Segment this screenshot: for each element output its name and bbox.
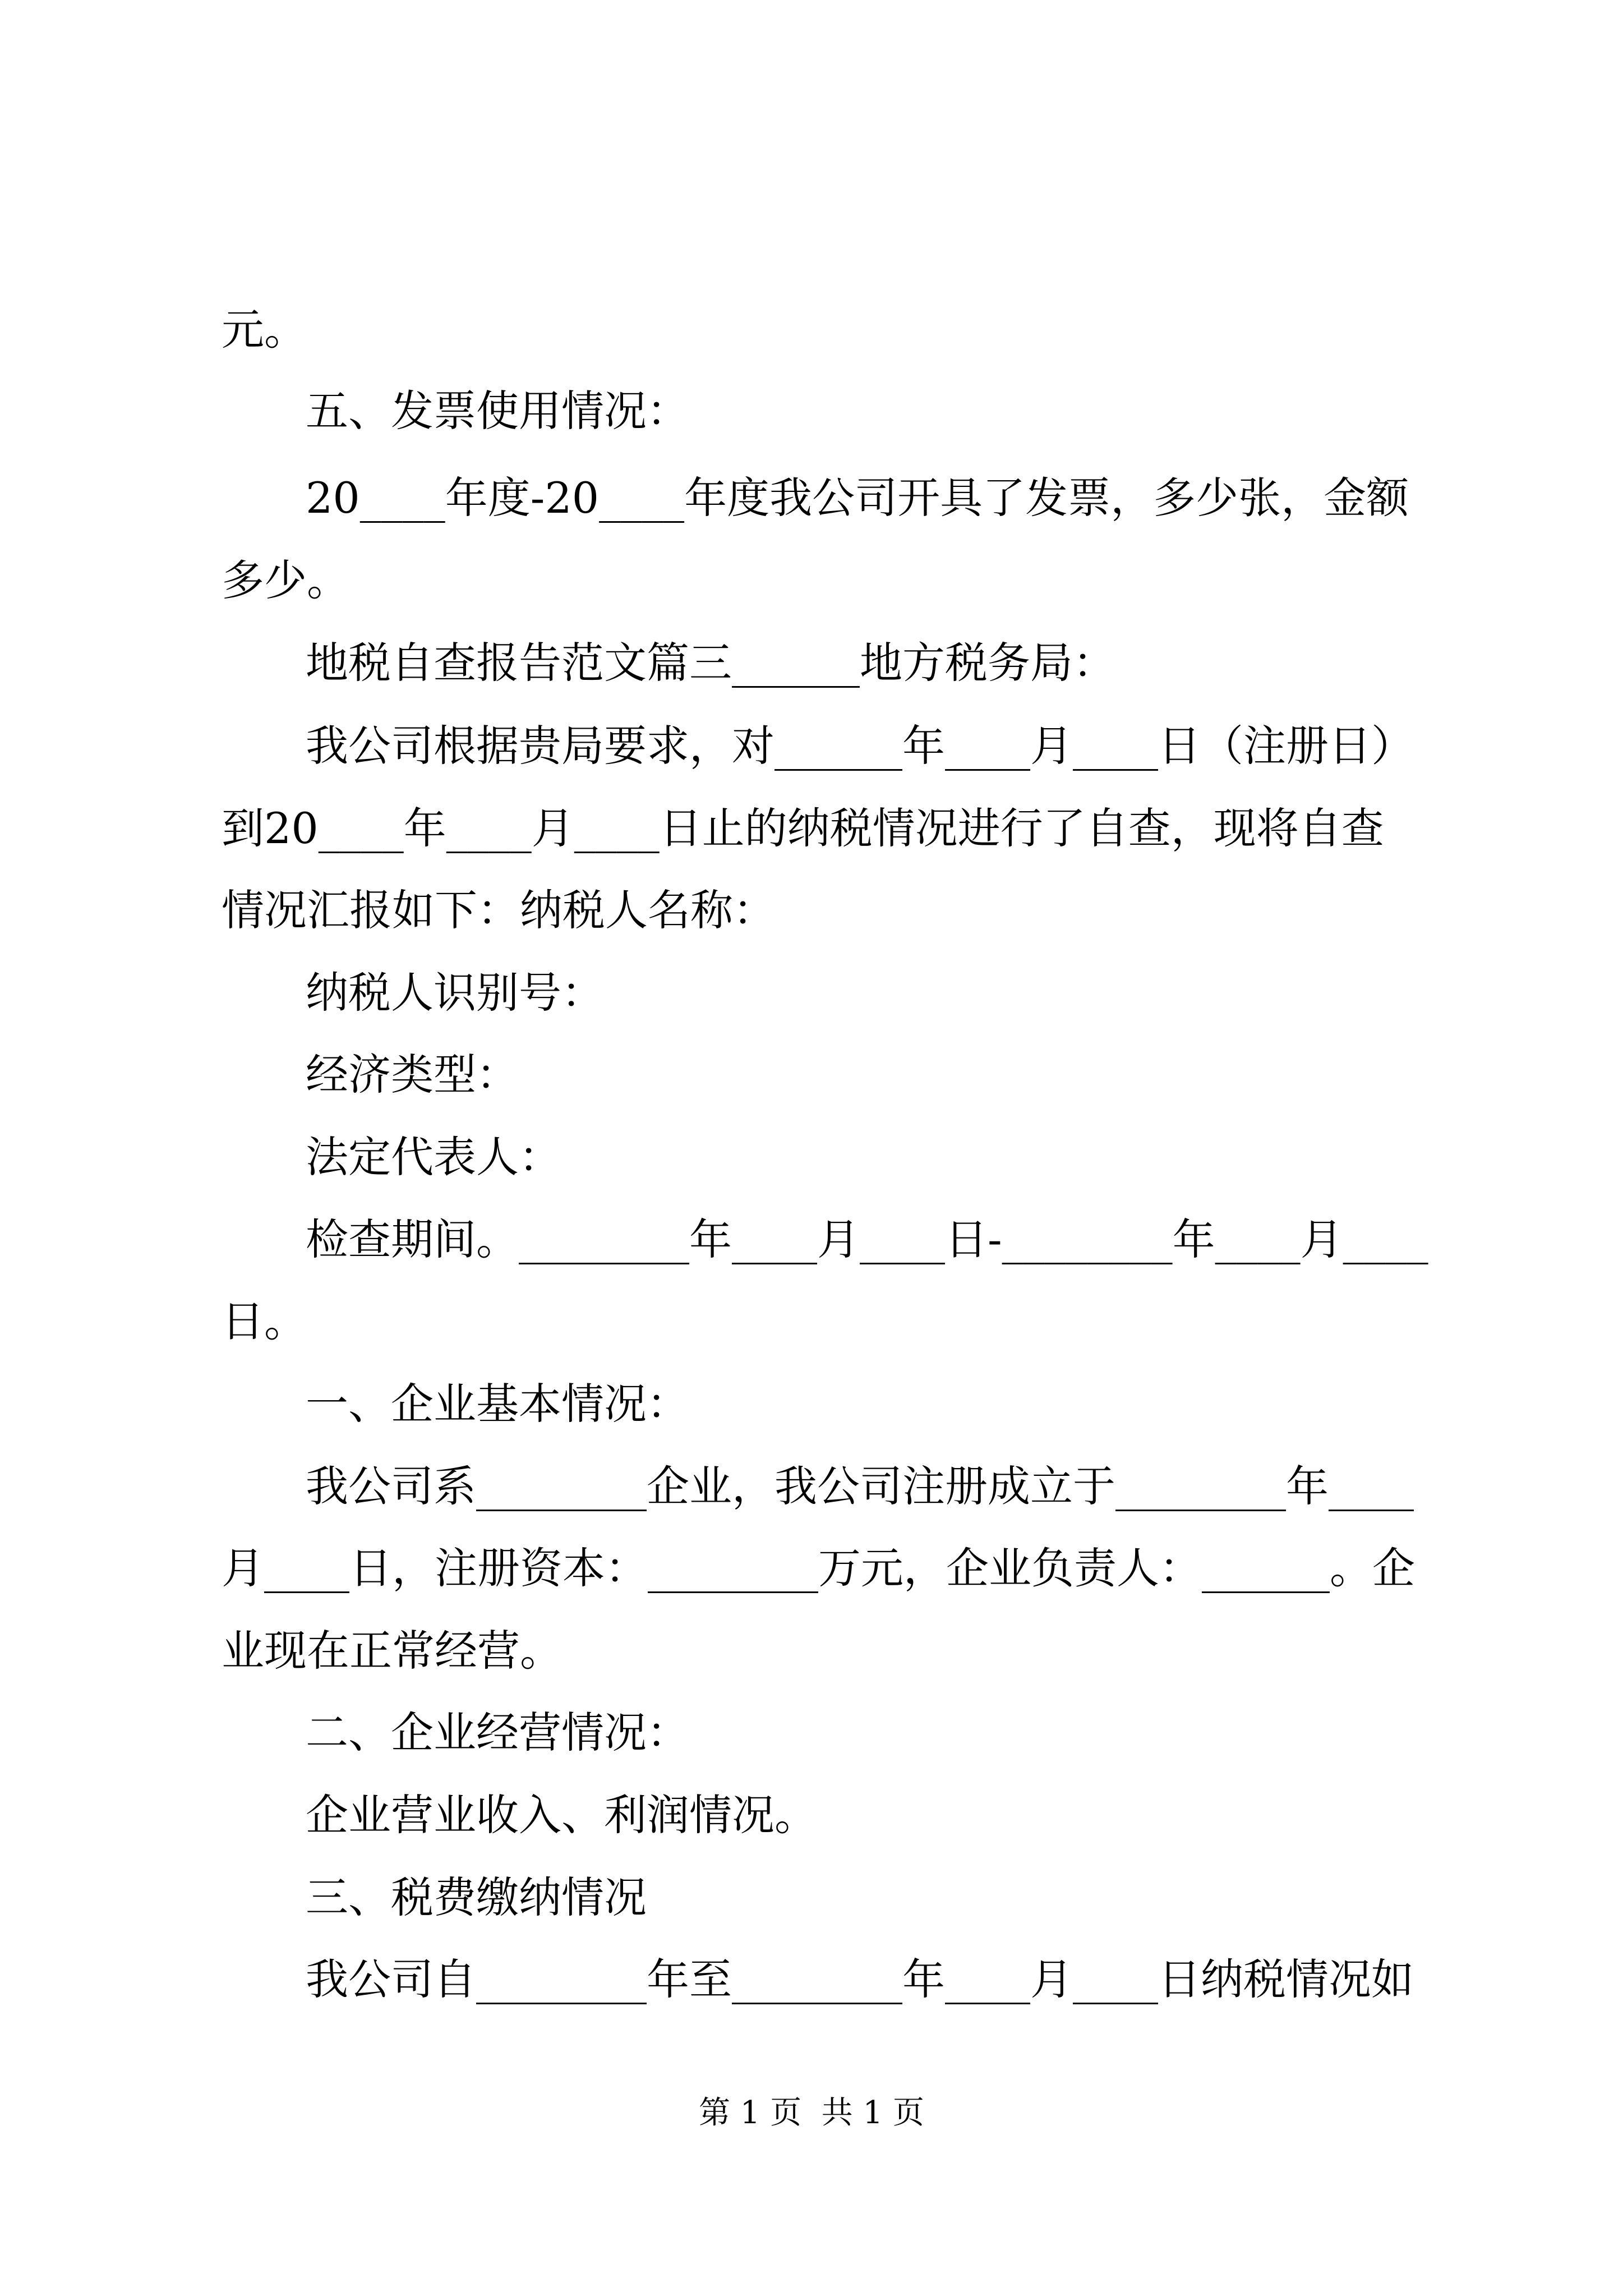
- text-line: 我公司系________企业，我公司注册成立于________年____: [306, 1461, 1414, 1511]
- text-line: 我公司自________年至________年____月____日纳税情况如: [306, 1954, 1414, 2004]
- text-line: 纳税人识别号：: [306, 968, 604, 1018]
- text-line: 企业营业收入、利润情况。: [306, 1790, 817, 1840]
- text-line: 情况汇报如下：纳税人名称：: [222, 885, 776, 935]
- section-heading: 三、税费缴纳情况: [306, 1872, 647, 1922]
- text-line: 我公司根据贵局要求，对______年____月____日（注册日）: [306, 721, 1414, 771]
- text-line: 业现在正常经营。: [222, 1626, 562, 1676]
- text-line: 检查期间。________年____月____日-________年____月____: [306, 1214, 1428, 1264]
- page-footer: 第 1 页 共 1 页: [698, 2095, 925, 2131]
- text-line: 日。: [222, 1296, 307, 1346]
- text-line: 经济类型：: [306, 1050, 519, 1099]
- text-line: 20____年度-20____年度我公司开具了发票，多少张，金额: [306, 473, 1409, 523]
- text-line: 元。: [222, 305, 307, 355]
- text-line: 多少。: [222, 555, 349, 605]
- text-line: 月____日，注册资本：________万元，企业负责人：______。企: [222, 1543, 1415, 1593]
- article-heading: 地税自查报告范文篇三______地方税务局：: [306, 638, 1115, 688]
- section-heading: 五、发票使用情况：: [306, 386, 689, 436]
- section-heading: 二、企业经营情况：: [306, 1708, 689, 1757]
- text-line: 到20____年____月____日止的纳税情况进行了自查，现将自查: [222, 803, 1384, 853]
- text-line: 法定代表人：: [306, 1132, 561, 1182]
- section-heading: 一、企业基本情况：: [306, 1379, 689, 1429]
